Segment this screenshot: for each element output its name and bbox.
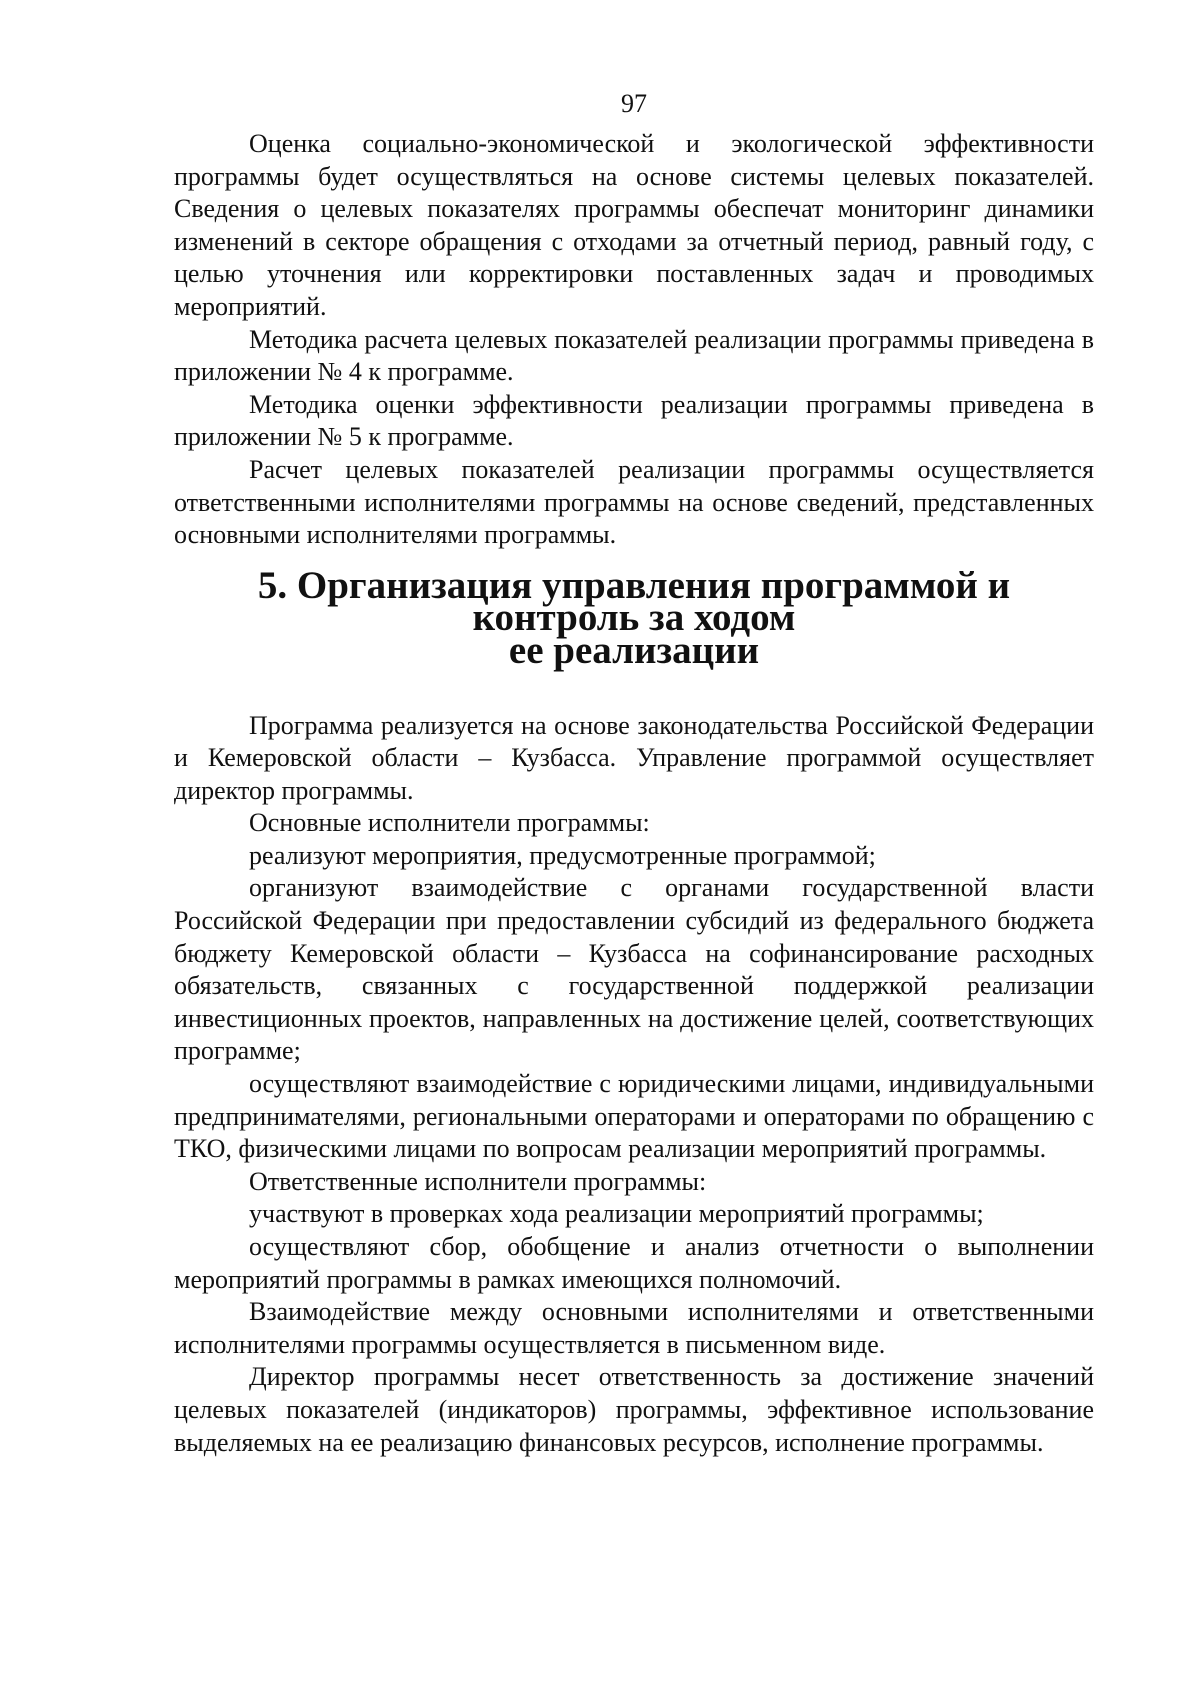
paragraph-main-executors: Основные исполнители программы: (249, 808, 650, 838)
paragraph-legal-basis: Программа реализуется на основе законодательства Российской Федерации и Кемеровской области – Кузбасса. Управление программой осуществляет директор программы. (174, 710, 1094, 805)
paragraph-participate-checks: участвуют в проверках хода реализации мероприятий программы; (249, 1199, 984, 1229)
paragraph-cooperate-entities: осуществляют взаимодействие с юридическими лицами, индивидуальными предпринимателями, региональными операторами и операторами по обращению с ТКО, физическими лицами по вопросам реализации мероприятий программы. (174, 1069, 1094, 1164)
paragraph-organize-interaction: организуют взаимодействие с органами государственной власти Российской Федерации при предоставлении субсидий из федерального бюджета бюджету Кемеровской области – Кузбасса на софинансирование расходных обязательств, связанных с государственной поддержкой реализации инвестиционных проектов, направленных на достижение целей, соответствующих программе; (174, 873, 1094, 1066)
paragraph-evaluation-basis: Оценка социально-экономической и экологической эффективности программы будет осуществляться на основе системы целевых показателей. Сведения о целевых показателях программы обеспечат мониторинг динамики изменений в секторе обращения с отходами за отчетный период, равный году, с целью уточнения или корректировки поставленных задач и проводимых мероприятий. (174, 129, 1094, 321)
paragraph-indicator-calculation: Расчет целевых показателей реализации программы осуществляется ответственными исполнителями программы на основе сведений, представленных основными исполнителями программы. (174, 454, 1094, 550)
section-evaluation (174, 128, 1094, 552)
paragraph-responsible-executors: Ответственные исполнители программы: (249, 1166, 707, 1196)
section-heading (174, 563, 1094, 672)
section-heading-line-1: 5. Организация управления программой и контроль за ходом (257, 563, 1011, 640)
paragraph-calculation-method: Методика расчета целевых показателей реализации программы приведена в приложении № 4 к программе. (174, 324, 1094, 387)
paragraph-written-interaction: Взаимодействие между основными исполнителями и ответственными исполнителями программы осуществляется в письменном виде. (174, 1297, 1094, 1359)
section-heading-line-2: ее реализации (508, 628, 760, 672)
paragraph-director-responsibility: Директор программы несет ответственность за достижение значений целевых показателей (индикаторов) программы, эффективное использование выделяемых на ее реализацию финансовых ресурсов, исполнение программы. (174, 1362, 1094, 1457)
section-management (174, 710, 1094, 1460)
paragraph-efficiency-method: Методика оценки эффективности реализации программы приведена в приложении № 5 к программе. (174, 389, 1094, 452)
page-number: 97 (621, 89, 647, 118)
paragraph-implement-activities: реализуют мероприятия, предусмотренные программой; (249, 840, 876, 870)
document-page (174, 88, 1094, 1459)
paragraph-collect-reports: осуществляют сбор, обобщение и анализ отчетности о выполнении мероприятий программы в рамках имеющихся полномочий. (174, 1232, 1094, 1294)
